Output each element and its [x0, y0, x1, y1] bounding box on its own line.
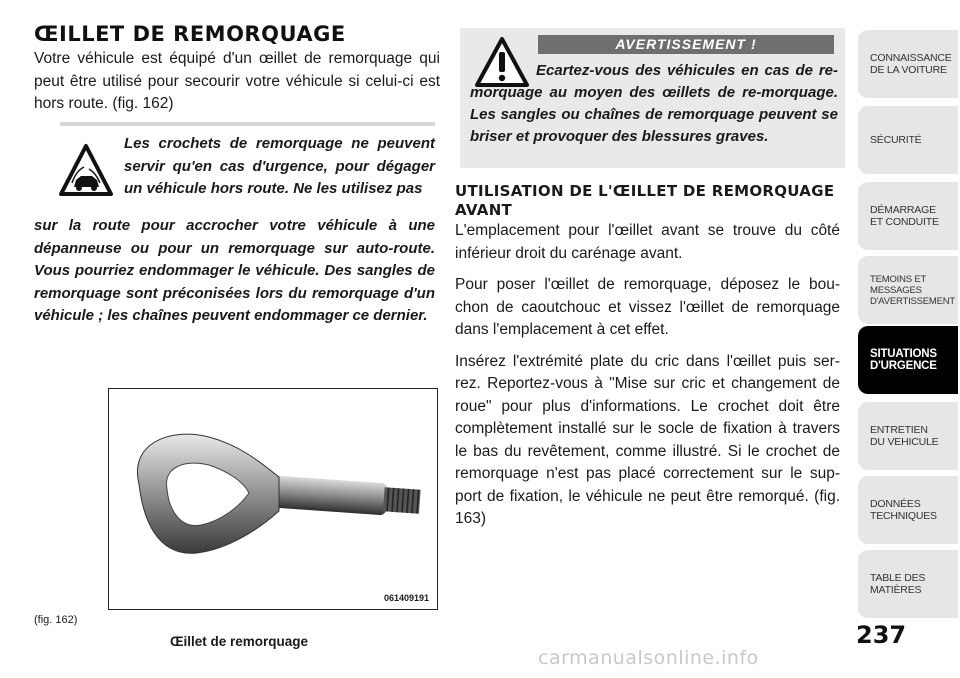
tab-situations-urgence[interactable]: SITUATIONS D'URGENCE	[858, 326, 958, 394]
tow-eye-illustration	[109, 389, 436, 608]
note-text-tail: sur la route pour accrocher votre véhicule à une dépanneuse ou pour un remorquage sur auto-route. Vous pourriez endommager le véhicule. Des sangles de remorquage sont préconisées lors du remorquage d'un véhicule ; les chaînes peuvent endommager ce dernier.	[34, 217, 435, 324]
vehicle-caution-icon	[58, 143, 114, 199]
page-title: ŒILLET DE REMORQUAGE	[34, 22, 346, 46]
warning-text	[470, 60, 838, 148]
warning-header: AVERTISSEMENT !	[538, 35, 834, 54]
paragraph-location: L'emplacement pour l'œillet avant se trouve du côté inférieur droit du carénage avant.	[455, 222, 840, 262]
warning-text-body: Ecartez-vous des véhicules en cas de re-morquage au moyen des œillets de re-morquage. Les sangles ou chaînes de remorquage peuvent se briser et provoquer des blessures graves.	[470, 62, 838, 145]
watermark: carmanualsonline.info	[538, 647, 759, 669]
caution-note-continued	[34, 215, 435, 328]
figure-tow-eye	[108, 388, 438, 610]
tab-securite[interactable]: SÉCURITÉ	[858, 106, 958, 174]
page-number: 237	[856, 621, 907, 649]
figure-caption: Œillet de remorquage	[170, 634, 309, 649]
tab-table-matieres[interactable]: TABLE DES MATIÈRES	[858, 550, 958, 618]
tab-connaissance[interactable]: CONNAISSANCE DE LA VOITURE	[858, 30, 958, 98]
tab-temoins[interactable]: TEMOINS ET MESSAGES D'AVERTISSEMENT	[858, 256, 958, 324]
note-text-head: Les crochets de remorquage ne peuvent servir qu'en cas d'urgence, pour dégager un véhicule hors route. Ne les utilisez pas	[124, 135, 435, 197]
section-title: UTILISATION DE L'ŒILLET DE REMORQUAGE AVANT	[455, 182, 835, 219]
caution-note	[60, 122, 435, 201]
paragraph-usage: Insérez l'extrémité plate du cric dans l'œillet puis ser-rez. Reportez-vous à "Mise sur cric et changement de roue" pour plus d'informations. Le crochet doit être complètement installé sur le socle de fixation à travers le bas du revêtement, comme illustré. Si le crochet de remorquage n'est pas placé correctement sur le sup-port de fixation, le véhicule ne peut être remorqué. (fig. 163)	[455, 352, 840, 527]
intro-paragraph: Votre véhicule est équipé d'un œillet de remorquage qui peut être utilisé pour secourir votre véhicule si celui-ci est hors route. (fig. 162)	[34, 50, 440, 112]
chapter-tabs	[858, 0, 960, 678]
tab-demarrage[interactable]: DÉMARRAGE ET CONDUITE	[858, 182, 958, 250]
figure-code: 061409191	[383, 593, 429, 603]
warning-box	[460, 28, 845, 168]
tab-donnees[interactable]: DONNÉES TECHNIQUES	[858, 476, 958, 544]
left-column	[34, 22, 440, 116]
right-column	[455, 182, 840, 540]
paragraph-install: Pour poser l'œillet de remorquage, déposez le bou-chon de caoutchouc et vissez l'œillet de remorquage dans l'emplacement à cet effet.	[455, 276, 840, 338]
tab-entretien[interactable]: ENTRETIEN DU VEHICULE	[858, 402, 958, 470]
figure-reference: (fig. 162)	[34, 614, 78, 626]
